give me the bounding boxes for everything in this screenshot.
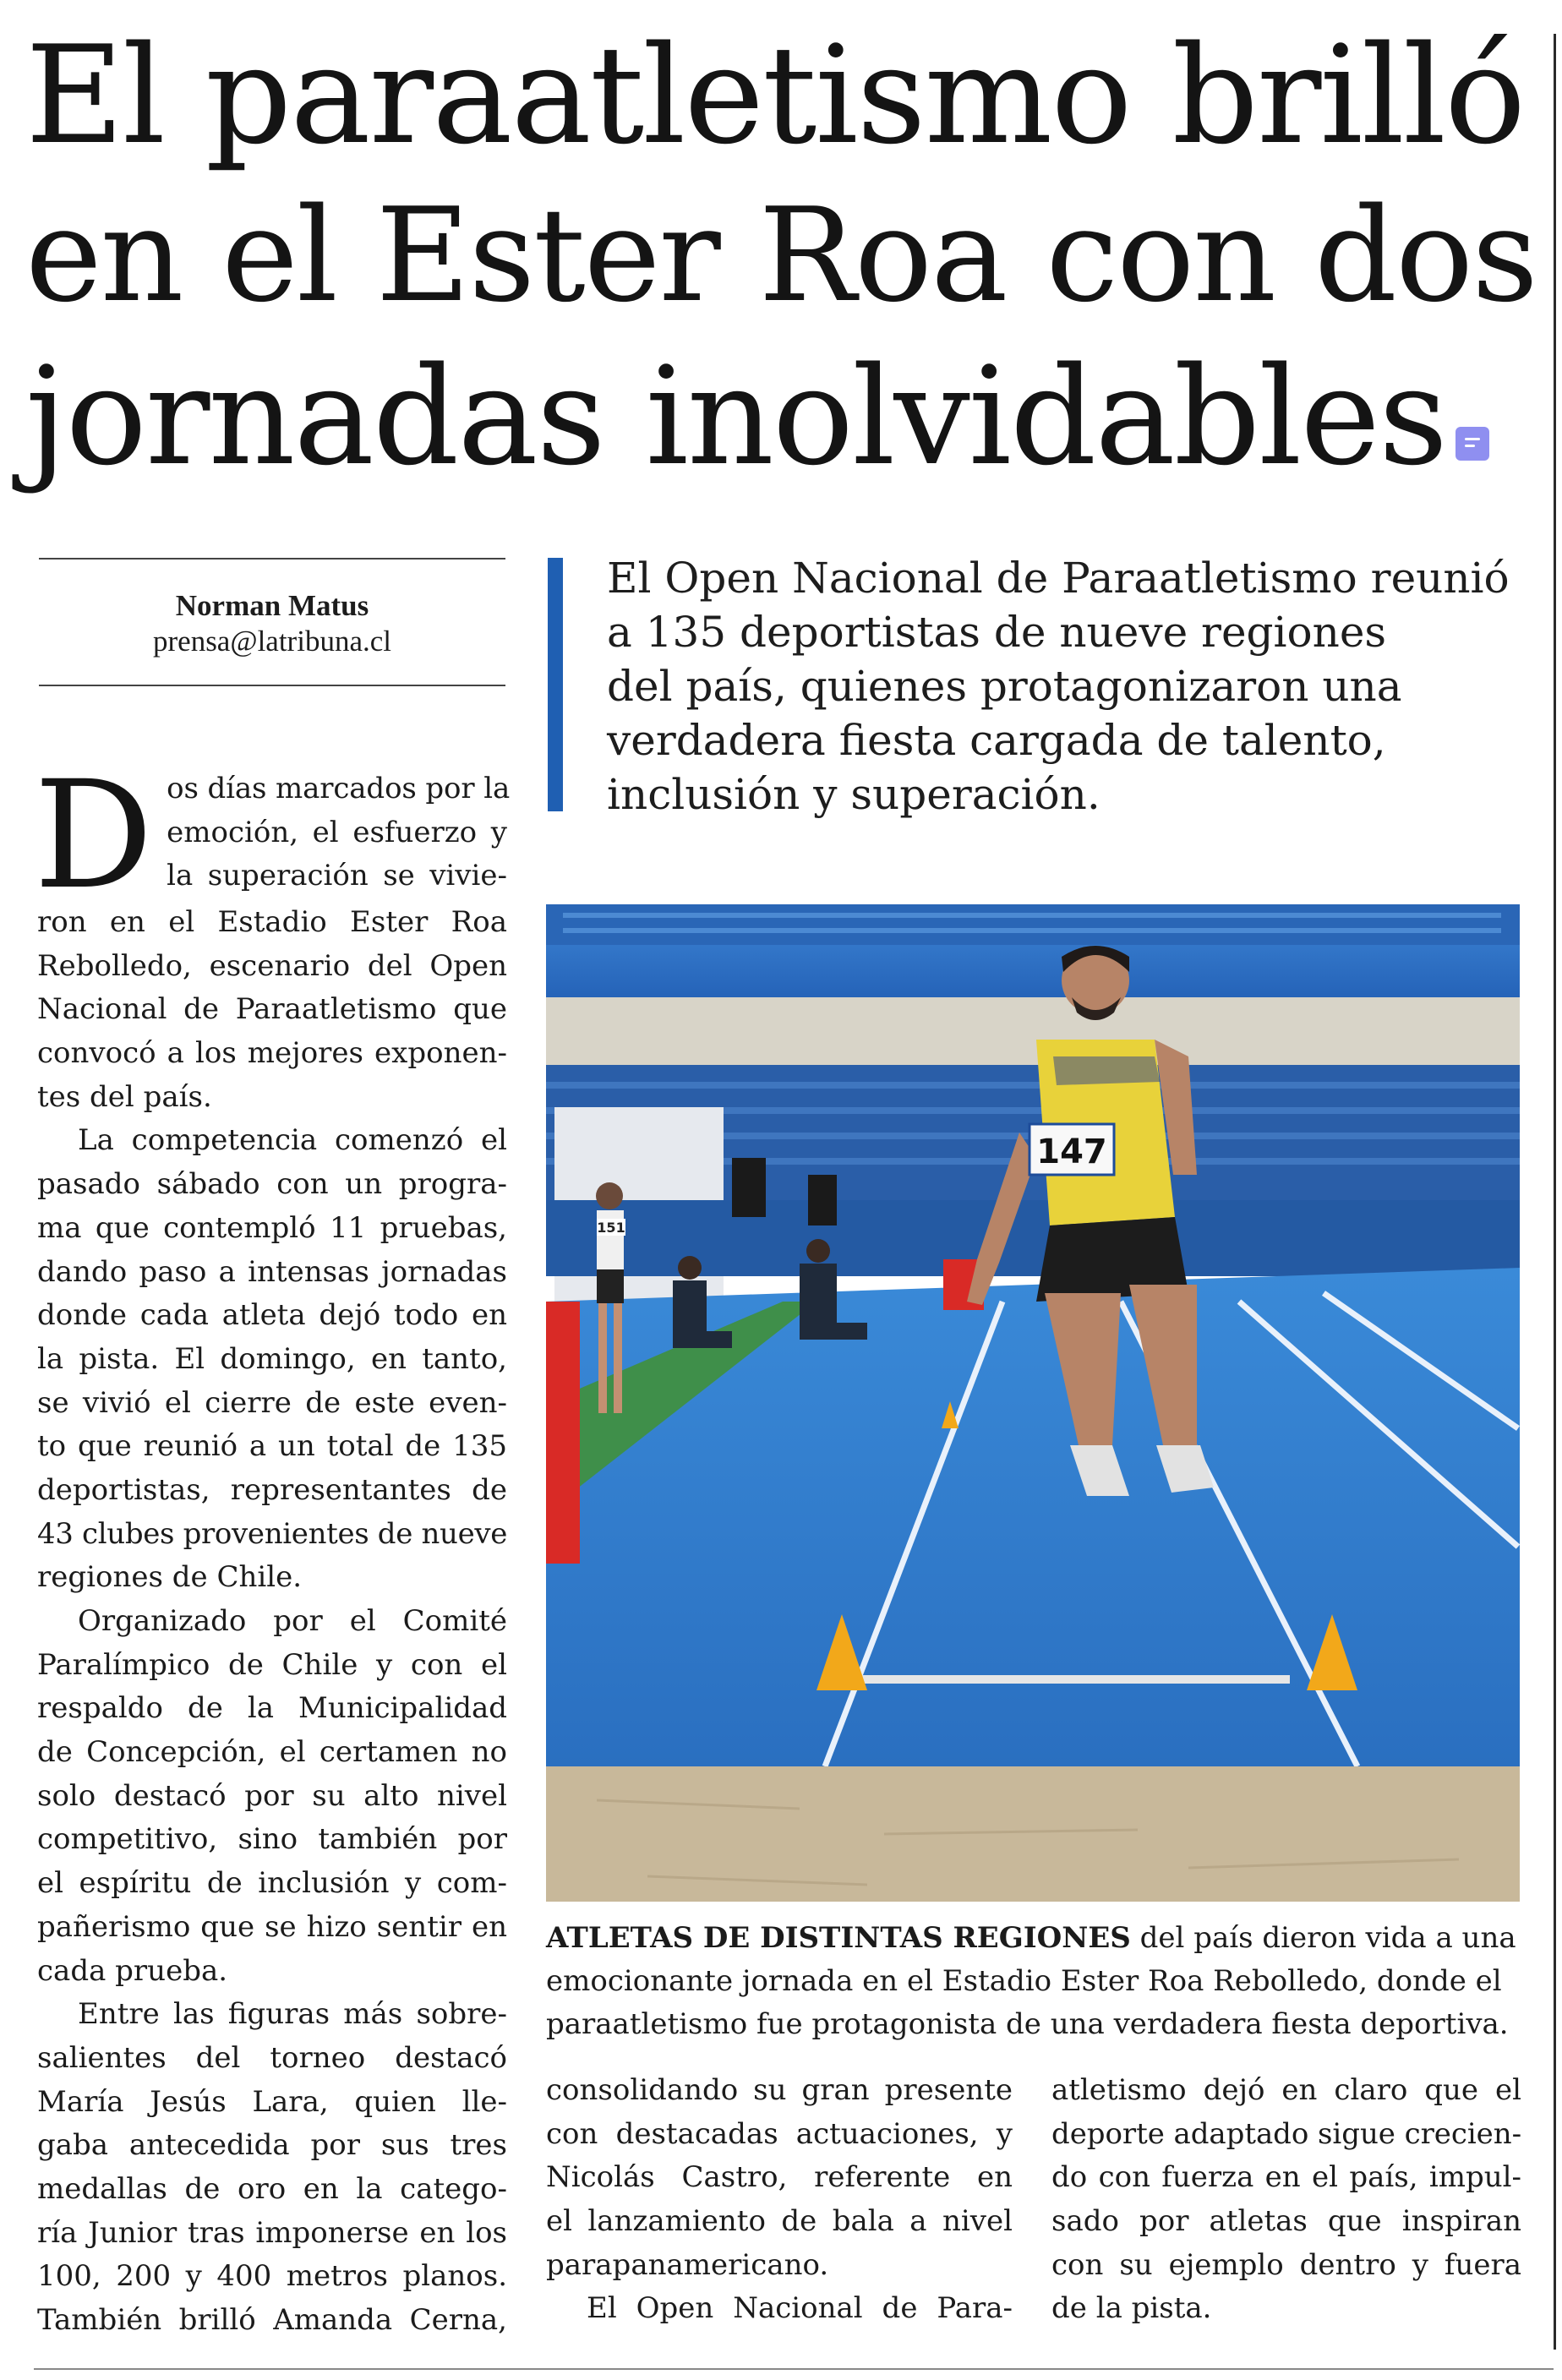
body-line: deportistas, representantes de [37, 1472, 507, 1507]
caption-line [546, 1917, 1535, 1960]
body-line: dando paso a intensas jornadas [37, 1254, 507, 1289]
body-line: 100, 200 y 400 metros planos. [37, 2259, 507, 2294]
byline [39, 558, 505, 686]
lead-line: a 135 deportistas de nueve regiones [607, 608, 1387, 657]
body-line: sado por atletas que inspiran [1051, 2204, 1521, 2239]
upper-stands [546, 904, 1520, 945]
body-line: os días marcados por la [167, 772, 511, 805]
body-line: con destacadas actuaciones, y [546, 2116, 1013, 2151]
body-line: Rebolledo, escenario del Open [37, 948, 507, 983]
body-line: ma que contempló 11 pruebas, [37, 1210, 507, 1245]
body-line: el lanzamiento de bala a nivel [546, 2204, 1013, 2239]
lead-line: del país, quienes protagonizaron una [607, 662, 1402, 711]
lead-line: El Open Nacional de Paraatletismo reunió [607, 554, 1510, 603]
body-line: Paralímpico de Chile y con el [37, 1647, 507, 1682]
stadium-concourse [546, 997, 1520, 1065]
takeoff-board [850, 1675, 1290, 1684]
red-bin [546, 1302, 580, 1564]
body-line: ron en el Estadio Ester Roa [37, 905, 507, 939]
body-line: pasado sábado con un progra- [37, 1167, 507, 1202]
bg-bib-tag [597, 1219, 625, 1236]
body-line: solo destacó por su alto nivel [37, 1778, 507, 1813]
body-line: atletismo dejó en claro que el [1051, 2073, 1521, 2107]
body-line: ría Junior tras imponerse en los [37, 2215, 507, 2250]
page-right-border [1554, 34, 1556, 2350]
body-line: con su ejemplo dentro y fuera [1051, 2247, 1521, 2282]
author-email: prensa@latribuna.cl [153, 625, 391, 658]
body-line: convocó a los mejores exponen- [37, 1036, 507, 1071]
drop-cap: D [34, 749, 154, 922]
caption-bold: ATLETAS DE DISTINTAS REGIONES [546, 1921, 1131, 1955]
body-line: También brilló Amanda Cerna, [37, 2303, 507, 2337]
body-line: tes del país. [37, 1079, 212, 1114]
body-line: Entre las figuras más sobre- [78, 1997, 507, 2032]
body-line: de la pista. [1051, 2291, 1212, 2326]
body-line: Nacional de Paraatletismo que [37, 992, 507, 1027]
lead-paragraph [607, 551, 1554, 822]
bg-bib-number: 151 [597, 1220, 625, 1236]
body-line: La competencia comenzó el [78, 1123, 507, 1158]
body-line: salientes del torneo destacó [37, 2040, 507, 2075]
body-line: emoción, el esfuerzo y [167, 815, 507, 849]
headline-line: El paraatletismo brilló [25, 16, 1525, 174]
body-line: Organizado por el Comité [78, 1604, 507, 1638]
body-line: regiones de Chile. [37, 1560, 303, 1595]
body-line: medallas de oro en la catego- [37, 2171, 507, 2206]
body-line: 43 clubes provenientes de nueve [37, 1516, 507, 1551]
body-line: parapanamericano. [546, 2247, 829, 2282]
body-line: se vivió el cierre de este even- [37, 1385, 507, 1420]
headline-line: en el Ester Roa con dos [25, 181, 1537, 331]
lead-line: inclusión y superación. [607, 770, 1100, 819]
body-line: donde cada atleta dejó todo en [37, 1298, 507, 1333]
body-line: Nicolás Castro, referente en [546, 2160, 1013, 2195]
body-line: pañerismo que se hizo sentir en [37, 1909, 507, 1944]
photo-caption [546, 1917, 1535, 2046]
body-line: cada prueba. [37, 1953, 228, 1988]
caption-line: paraatletismo fue protagonista de una verdadera fiesta deportiva. [546, 2007, 1509, 2041]
author-name: Norman Matus [175, 589, 369, 622]
body-line: gaba antecedida por sus tres [37, 2128, 507, 2163]
speaker-left [732, 1158, 766, 1217]
body-line: el espíritu de inclusión y com- [37, 1866, 507, 1901]
body-line: to que reunió a un total de 135 [37, 1429, 507, 1464]
body-column-2 [546, 2069, 1013, 2331]
speaker-right [808, 1175, 837, 1225]
body-line: respaldo de la Municipalidad [37, 1691, 507, 1726]
caption-rest: del país dieron vida a una [1130, 1921, 1516, 1955]
body-column-3 [1051, 2069, 1521, 2331]
headline-line: jornadas inolvidables [25, 337, 1447, 495]
body-line: la superación se vivie- [167, 859, 507, 893]
body-line: competitivo, sino también por [37, 1822, 507, 1857]
headline [25, 15, 1538, 497]
body-line: de Concepción, el certamen no [37, 1735, 507, 1770]
caption-line: emocionante jornada en el Estadio Ester Roa Rebolledo, donde el [546, 1964, 1502, 1998]
body-line: do con fuerza en el país, impul- [1051, 2160, 1521, 2195]
article-photo [546, 904, 1520, 1902]
sand-pit [546, 1766, 1520, 1902]
body-line: consolidando su gran presente [546, 2073, 1013, 2107]
bib-number: 147 [1036, 1133, 1107, 1171]
note-icon[interactable] [1456, 427, 1489, 461]
body-line: María Jesús Lara, quien lle- [37, 2084, 507, 2119]
bottom-rule [34, 2368, 1554, 2370]
body-column-1 [34, 749, 511, 2343]
body-line: deporte adaptado sigue crecien- [1051, 2116, 1521, 2151]
body-line: la pista. El domingo, en tanto, [37, 1341, 507, 1376]
lead-accent-bar [548, 558, 563, 811]
lead-line: verdadera fiesta cargada de talento, [607, 716, 1386, 765]
body-line: El Open Nacional de Para- [587, 2291, 1013, 2326]
